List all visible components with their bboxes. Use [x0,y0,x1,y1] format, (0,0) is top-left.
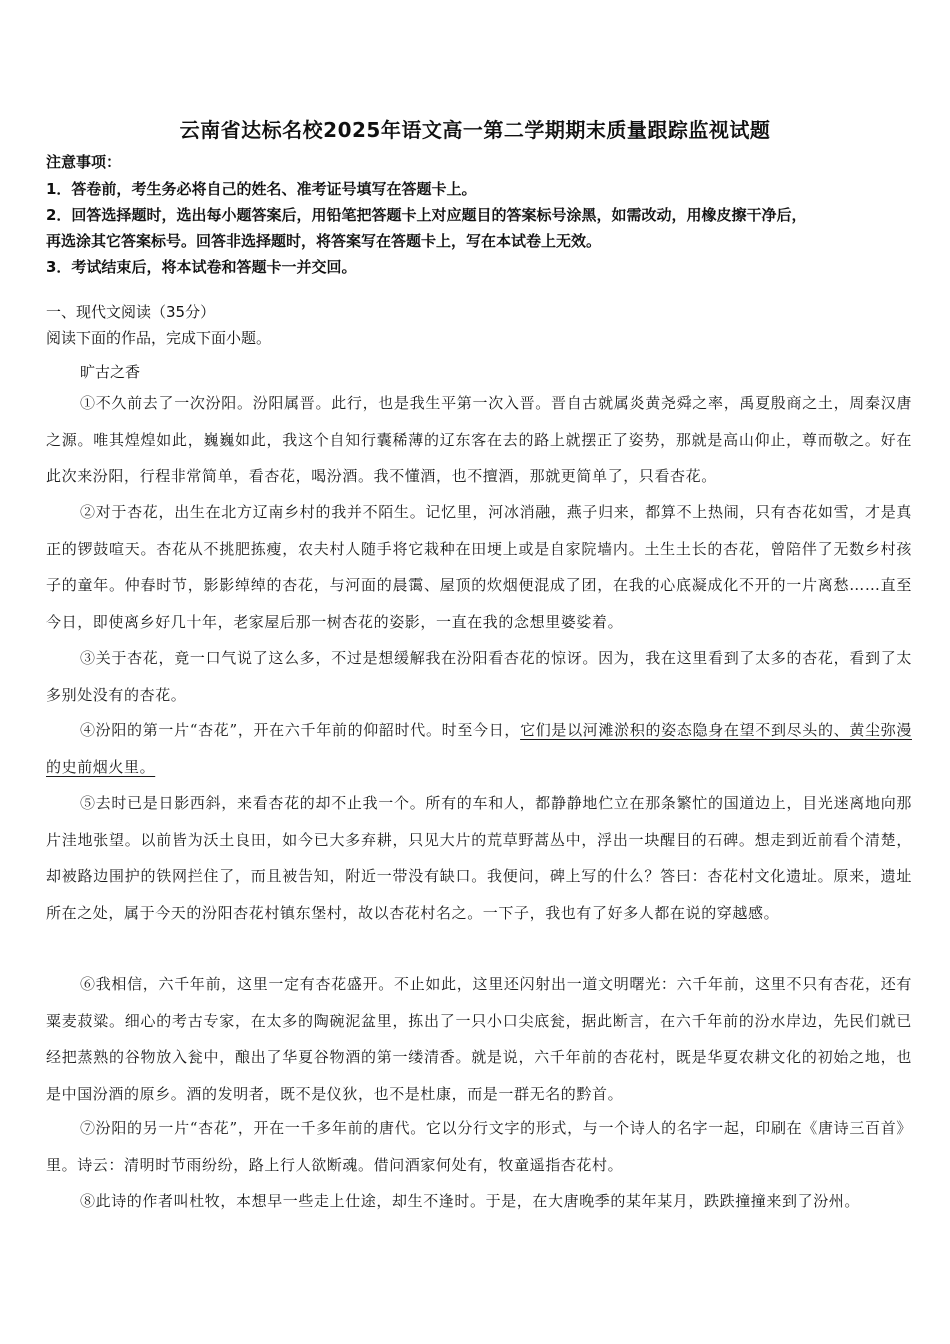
page-title: 云南省达标名校2025年语文高一第二学期期末质量跟踪监视试题 [179,118,771,142]
notice-item-2b: 再选涂其它答案标号。回答非选择题时，将答案写在答题卡上，写在本试卷上无效。 [46,232,602,250]
paragraph-8: ⑧此诗的作者叫杜牧，本想早一些走上仕途，却生不逢时。于是，在大唐晚季的某年某月，跌跌撞撞来到了汾州。 [80,1192,861,1210]
notice-heading: 注意事项： [46,153,122,171]
notice-item-3: 3．考试结束后，将本试卷和答题卡一并交回。 [46,258,357,276]
paragraph-4 [46,712,912,785]
paragraph-6: ⑥我相信，六千年前，这里一定有杏花盛开。不止如此，这里还闪射出一道文明曙光：六千年前，这里不只有杏花，还有粟麦菽粱。细心的考古专家，在太多的陶碗泥盆里，拣出了一只小口尖底瓮，据此断言，在六千年前的汾水岸边，先民们就已经把蒸熟的谷物放入瓮中，酿出了华夏谷物酒的第一缕清香。就是说，六千年前的杏花村，既是华夏农耕文化的初始之地，也是中国汾酒的原乡。酒的发明者，既不是仪狄，也不是杜康，而是一群无名的黔首。 [46,975,912,1103]
paragraph-4-text: ④汾阳的第一片“杏花”，开在六千年前的仰韶时代。时至今日， [80,721,521,739]
underlined-sentence: 它们是以河滩淤积的姿态隐身在望不到尽头的、黄尘弥漫的史前烟火里。 [46,721,912,776]
paragraph-3: ③关于杏花，竟一口气说了这么多，不过是想缓解我在汾阳看杏花的惊讶。因为，我在这里看到了太多的杏花，看到了太多别处没有的杏花。 [46,649,912,704]
paragraph-1: ①不久前去了一次汾阳。汾阳属晋。此行，也是我生平第一次入晋。晋自古就属炎黄尧舜之率，禹夏殷商之土，周秦汉唐之源。唯其煌煌如此，巍巍如此，我这个自知行囊稀薄的辽东客在去的路上就摆正了姿势，那就是高山仰止，尊而敬之。好在此次来汾阳，行程非常简单，看杏花，喝汾酒。我不懂酒，也不擅酒，那就更简单了，只看杏花。 [46,394,912,485]
notice-item-1: 1．答卷前，考生务必将自己的姓名、准考证号填写在答题卡上。 [46,180,477,198]
paragraph-5: ⑤去时已是日影西斜，来看杏花的却不止我一个。所有的车和人，都静静地伫立在那条繁忙的国道边上，目光迷离地向那片洼地张望。以前皆为沃土良田，如今已大多弃耕，只见大片的荒草野蒿丛中，浮出一块醒目的石碑。想走到近前看个清楚，却被路边围护的铁网拦住了，而且被告知，附近一带没有缺口。我便问，碑上写的什么？答曰：杏花村文化遗址。原来，遗址所在之处，属于今天的汾阳杏花村镇东堡村，故以杏花村名之。一下子，我也有了好多人都在说的穿越感。 [46,794,912,922]
notice-item-2a: 2．回答选择题时，选出每小题答案后，用铅笔把答题卡上对应题目的答案标号涂黑，如需改动，用橡皮擦干净后， [46,206,807,224]
section-instruction: 阅读下面的作品，完成下面小题。 [46,329,272,347]
section-heading: 一、现代文阅读（35分） [46,303,216,321]
paragraph-2: ②对于杏花，出生在北方辽南乡村的我并不陌生。记忆里，河冰消融，燕子归来，都算不上热闹，只有杏花如雪，才是真正的锣鼓喧天。杏花从不挑肥拣瘦，农夫村人随手将它栽种在田埂上或是自家院墙内。土生土长的杏花，曾陪伴了无数乡村孩子的童年。仲春时节，影影绰绰的杏花，与河面的晨霭、屋顶的炊烟便混成了团，在我的心底凝成化不开的一片离愁……直至今日，即使离乡好几十年，老家屋后那一树杏花的姿影，一直在我的念想里婆娑着。 [46,503,912,631]
article-title: 旷古之香 [80,363,141,381]
paragraph-7: ⑦汾阳的另一片“杏花”，开在一千多年前的唐代。它以分行文字的形式，与一个诗人的名字一起，印刷在《唐诗三百首》里。诗云：清明时节雨纷纷，路上行人欲断魂。借问酒家何处有，牧童遥指杏花村。 [46,1119,912,1174]
